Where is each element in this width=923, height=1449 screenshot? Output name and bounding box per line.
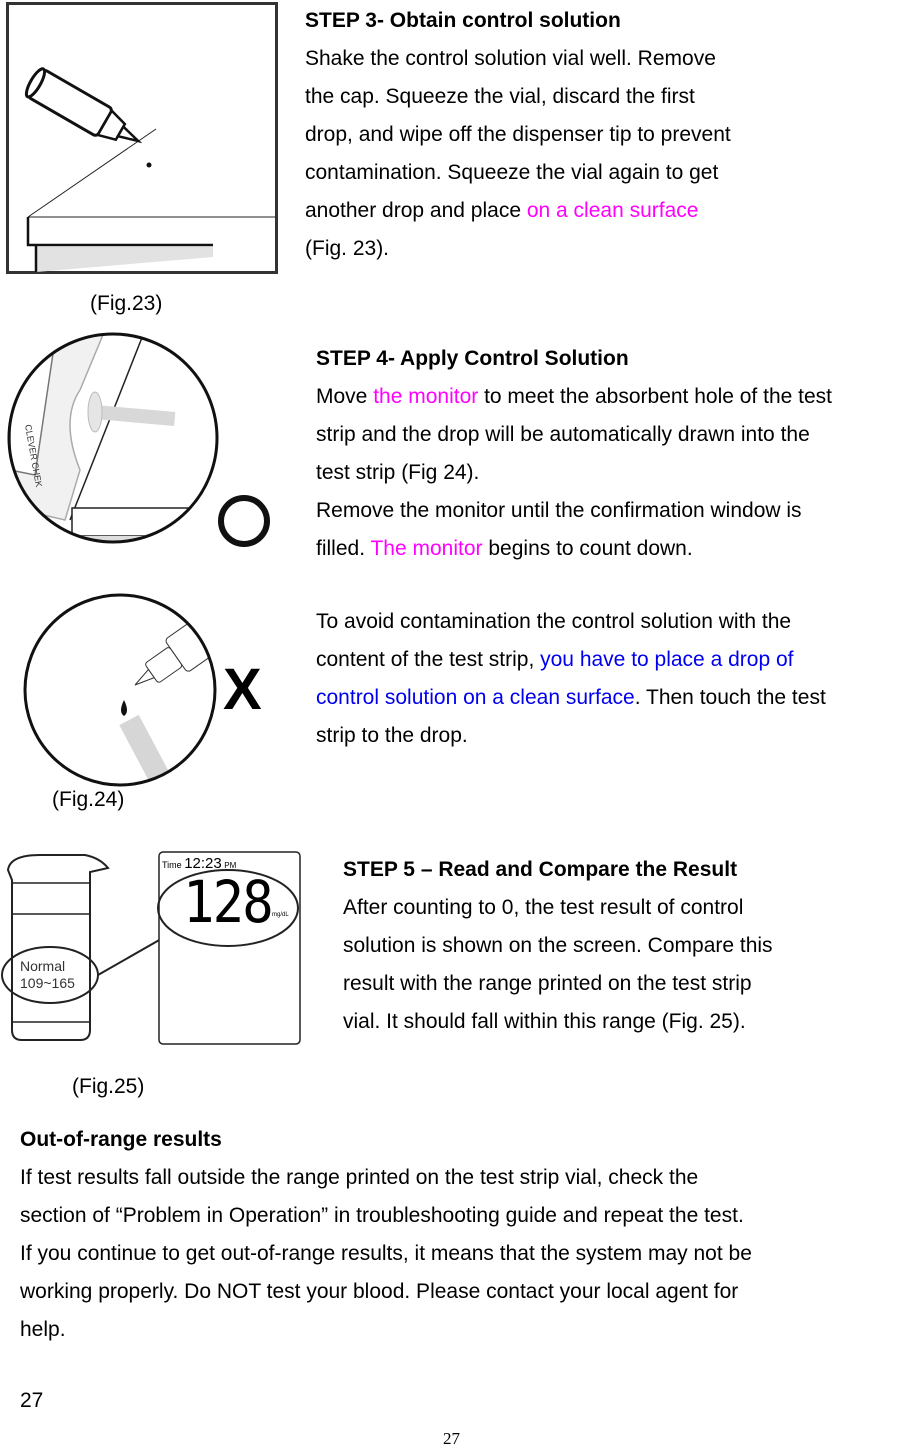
step-3-line: (Fig. 23). — [305, 237, 390, 260]
figure-25-caption: (Fig.25) — [72, 1075, 145, 1098]
figure-24-caption: (Fig.24) — [52, 788, 125, 811]
place-drop-highlight: control solution on a clean surface — [316, 686, 635, 709]
time-ampm: PM — [224, 861, 237, 870]
step-3-line: drop, and wipe off the dispenser tip to prevent — [305, 123, 731, 146]
step-4-line: Remove the monitor until the confirmation window is — [316, 499, 802, 522]
step-3-line: Shake the control solution vial well. Remove — [305, 47, 716, 70]
display-reading: 128 — [183, 868, 272, 936]
out-of-range-line: If you continue to get out-of-range results, it means that the system may not be — [20, 1242, 752, 1265]
out-of-range-line: If test results fall outside the range printed on the test strip vial, check the — [20, 1166, 699, 1189]
step-4-text: to meet the absorbent hole of the test — [478, 385, 832, 408]
step-5-line: After counting to 0, the test result of control — [343, 896, 744, 919]
step-5-section — [343, 851, 923, 1041]
step-4-line — [316, 530, 923, 568]
step-4-title: STEP 4- Apply Control Solution — [316, 347, 629, 370]
step-4-line: strip and the drop will be automatically drawn into the — [316, 423, 810, 446]
step-3-line: the cap. Squeeze the vial, discard the first — [305, 85, 695, 108]
the-monitor-highlight: the monitor — [373, 385, 479, 408]
step-4-text: filled. — [316, 537, 371, 560]
figure-23-caption: (Fig.23) — [90, 292, 163, 315]
note-line: strip to the drop. — [316, 724, 468, 747]
meter-brand-label: CLEVER CHEK — [23, 423, 44, 488]
vial-label-range: 109~165 — [20, 975, 75, 991]
step-4-line — [316, 378, 923, 416]
note-text: content of the test strip, — [316, 648, 541, 671]
out-of-range-title: Out-of-range results — [20, 1128, 222, 1151]
note-text: . Then touch the test — [634, 686, 826, 709]
step-4-line: test strip (Fig 24). — [316, 461, 480, 484]
out-of-range-line: working properly. Do NOT test your blood. Please contact your local agent for — [20, 1280, 739, 1303]
vial-label-normal: Normal — [20, 958, 66, 974]
time-value: 12:23 — [184, 855, 222, 872]
step-3-line: contamination. Squeeze the vial again to get — [305, 161, 719, 184]
note-line: To avoid contamination the control solution with the — [316, 610, 792, 633]
step-5-title: STEP 5 – Read and Compare the Result — [343, 858, 738, 881]
time-label: Time — [162, 860, 182, 870]
step-5-line: vial. It should fall within this range (Fig. 25). — [343, 1010, 746, 1033]
step-3-title: STEP 3- Obtain control solution — [305, 9, 621, 32]
place-drop-highlight: you have to place a drop of — [540, 648, 794, 671]
step-4-section — [316, 340, 923, 568]
wrong-mark-icon: X — [223, 657, 262, 722]
step-5-line: result with the range printed on the test strip — [343, 972, 752, 995]
vial-range-label — [20, 958, 75, 992]
correct-mark-icon — [218, 495, 270, 547]
dropper-bottle-over-surface-icon — [6, 2, 278, 274]
figure-25 — [0, 850, 305, 1098]
out-of-range-line: section of “Problem in Operation” in troubleshooting guide and repeat the test. — [20, 1204, 744, 1227]
out-of-range-line: help. — [20, 1318, 66, 1341]
the-monitor-highlight: The monitor — [370, 537, 483, 560]
step-4-note — [316, 603, 923, 755]
out-of-range-section — [20, 1121, 920, 1349]
step-3-text: another drop and place — [305, 199, 527, 222]
clean-surface-highlight: on a clean surface — [526, 199, 699, 222]
note-line — [316, 641, 923, 679]
figure-24-wrong — [10, 590, 280, 811]
step-4-text: Move — [316, 385, 374, 408]
figure-24-correct — [0, 330, 280, 560]
page-number-left: 27 — [20, 1389, 44, 1412]
figure-23 — [6, 2, 278, 315]
page-number-center: 27 — [443, 1429, 460, 1448]
step-4-text: begins to count down. — [482, 537, 693, 560]
note-line — [316, 679, 923, 717]
display-unit: mg/dL — [272, 912, 289, 918]
step-3-section — [305, 2, 920, 268]
step-3-line — [305, 192, 920, 230]
step-5-line: solution is shown on the screen. Compare this — [343, 934, 773, 957]
